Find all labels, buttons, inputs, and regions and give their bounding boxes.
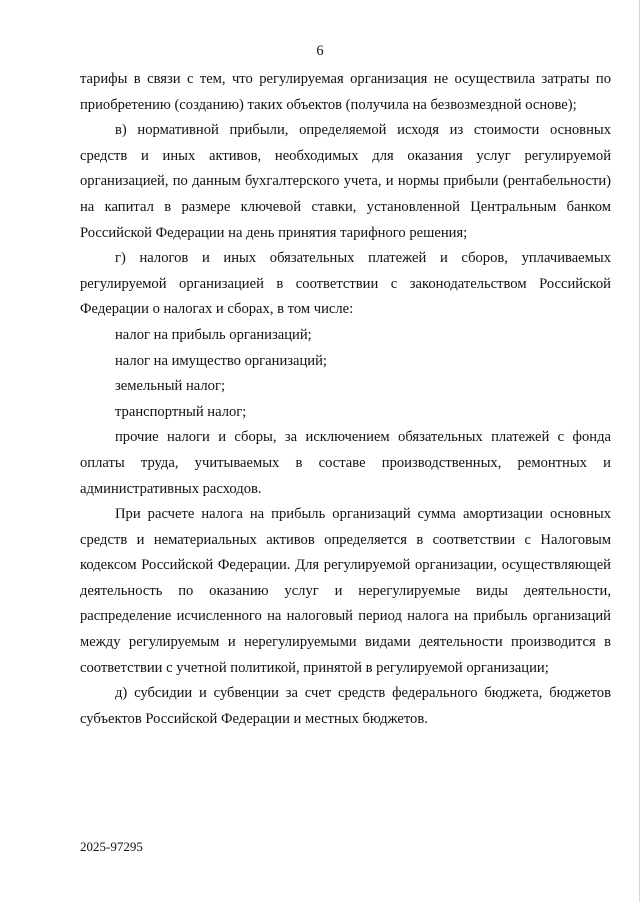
paragraph-profit-tax: При расчете налога на прибыль организаций сумма амортизации основных средств и нематериальных активов определяется в соответствии с Налоговым кодексом Российской Федерации. Для регулируемой организации, осуществляющей деятельность по оказанию услуг и нерегулируемые виды деятельности, распределение исчисленного на налоговый период налога на прибыль организаций между регулируемым и нерегулируемыми видами деятельности производится в соответствии с учетной политикой, принятой в регулируемой организации; bbox=[80, 506, 611, 676]
tax-list-item: транспортный налог; bbox=[115, 403, 247, 420]
paragraph-item-v: в) нормативной прибыли, определяемой исходя из стоимости основных средств и иных активов, необходимых для оказания услуг регулируемой организацией, по данным бухгалтерского учета, и нормы прибыли (рентабельности) на капитал в размере ключевой ставки, установленной Центральным банком Российской Федерации на день принятия тарифного решения; bbox=[80, 122, 611, 241]
page-number: 6 bbox=[316, 43, 324, 59]
paragraph-item-g: г) налогов и иных обязательных платежей и сборов, уплачиваемых регулируемой организацией в соответствии с законодательством Российской Федерации о налогах и сборах, в том числе: bbox=[80, 250, 611, 318]
paragraph-continuation: тарифы в связи с тем, что регулируемая организация не осуществила затраты по приобретению (созданию) таких объектов (получила на безвозмездной основе); bbox=[80, 71, 611, 113]
tax-list-item: прочие налоги и сборы, за исключением обязательных платежей с фонда оплаты труда, учитываемых в составе производственных, ремонтных и административных расходов. bbox=[80, 429, 611, 497]
paragraph-item-d: д) субсидии и субвенции за счет средств федерального бюджета, бюджетов субъектов Российской Федерации и местных бюджетов. bbox=[80, 685, 611, 727]
tax-list-item: налог на прибыль организаций; bbox=[115, 326, 312, 343]
tax-list-item: земельный налог; bbox=[115, 378, 226, 395]
tax-list-item: налог на имущество организаций; bbox=[115, 352, 327, 369]
document-body bbox=[80, 67, 611, 732]
document-code: 2025-97295 bbox=[80, 839, 143, 854]
